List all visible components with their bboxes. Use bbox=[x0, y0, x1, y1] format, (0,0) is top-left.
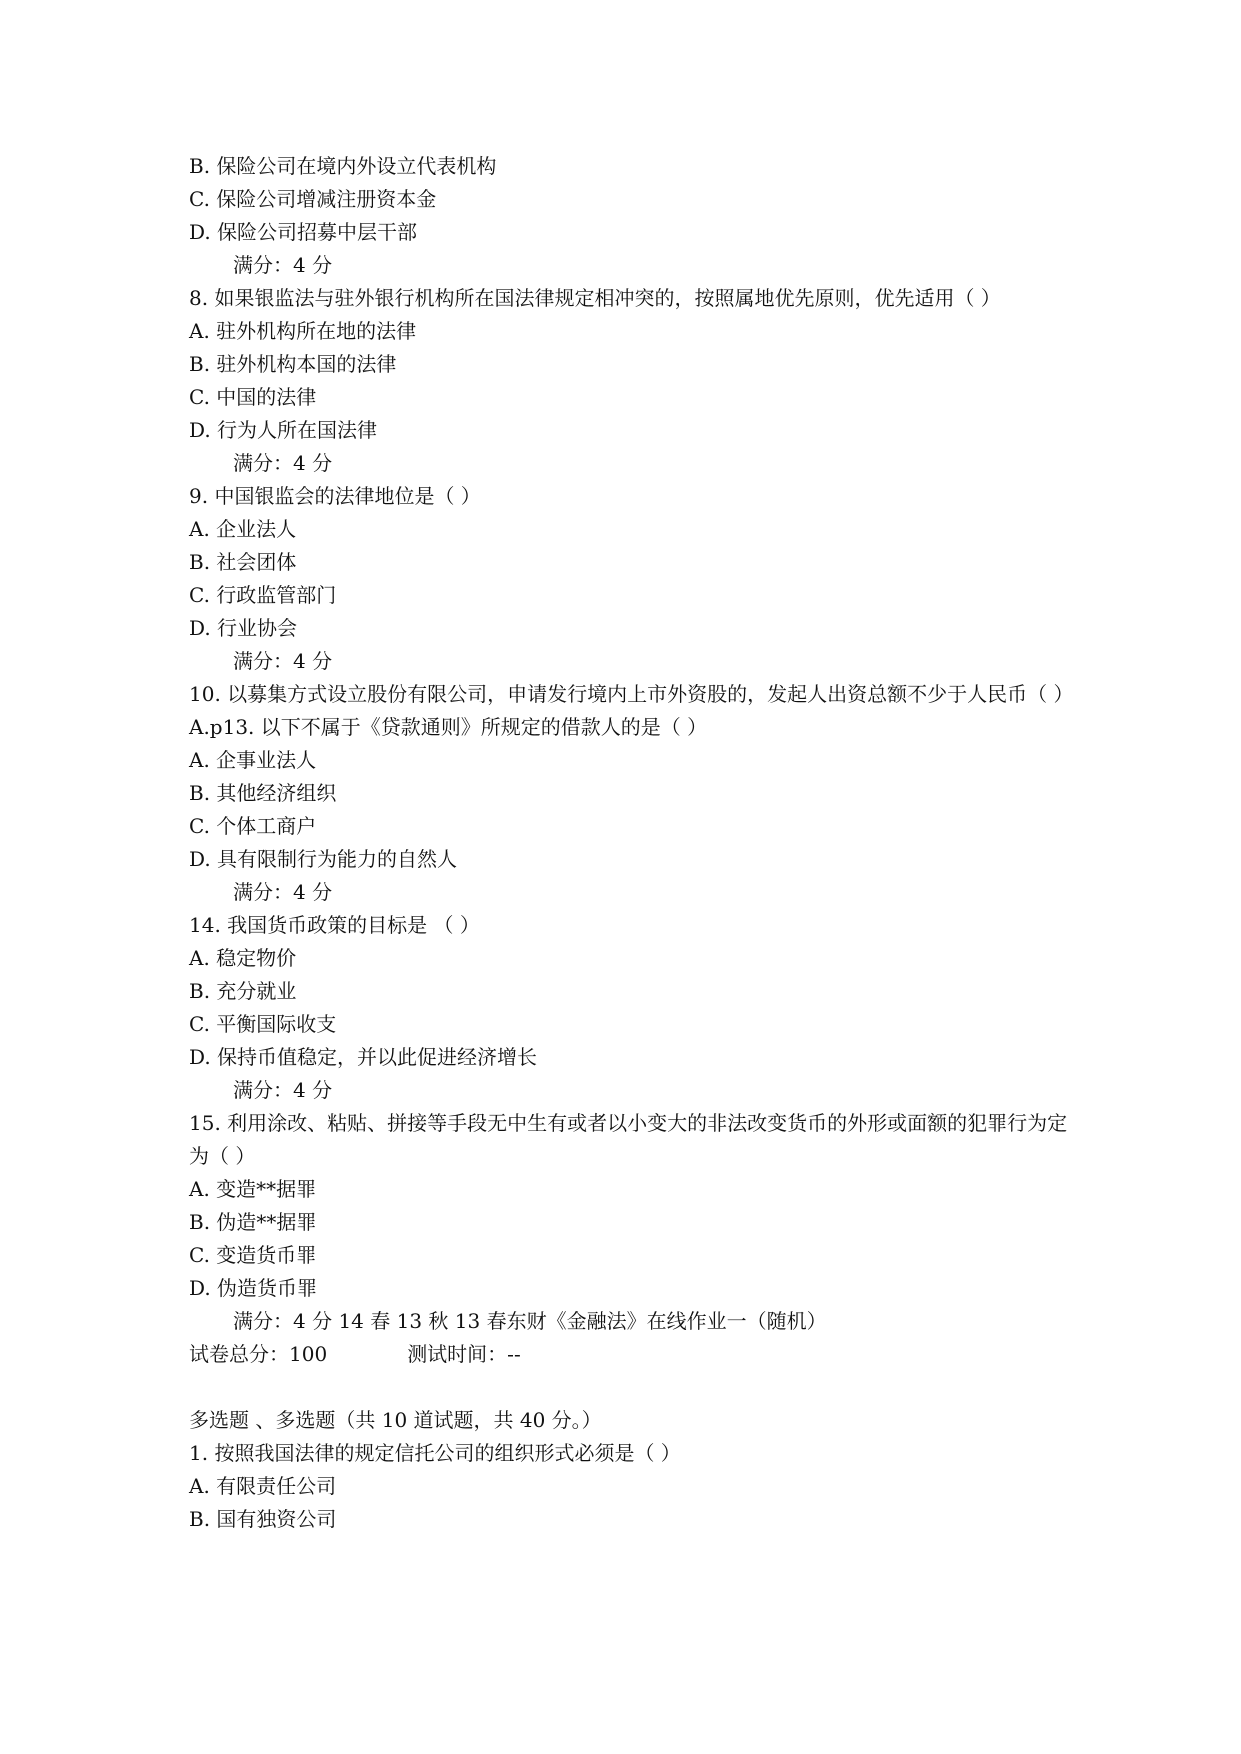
option-line: A. 有限责任公司 bbox=[189, 1474, 337, 1498]
option-line: B. 其他经济组织 bbox=[189, 781, 337, 805]
score-line: 满分：4 分 bbox=[233, 1078, 333, 1102]
option-line: A. 驻外机构所在地的法律 bbox=[189, 319, 417, 343]
option-line: B. 社会团体 bbox=[189, 550, 297, 574]
option-line: C. 中国的法律 bbox=[189, 385, 317, 409]
option-line: D. 伪造货币罪 bbox=[189, 1276, 318, 1300]
option-line: A. 稳定物价 bbox=[189, 946, 297, 970]
option-line: A. 企业法人 bbox=[189, 517, 297, 541]
question-line: 14. 我国货币政策的目标是 （ ） bbox=[189, 913, 480, 937]
option-line: B. 伪造**据罪 bbox=[189, 1210, 317, 1234]
option-line: B. 保险公司在境内外设立代表机构 bbox=[189, 154, 497, 178]
question-line: 1. 按照我国法律的规定信托公司的组织形式必须是（ ） bbox=[189, 1441, 681, 1465]
option-line: B. 国有独资公司 bbox=[189, 1507, 337, 1531]
exam-total-score: 试卷总分：100 bbox=[189, 1342, 328, 1366]
option-line: D. 行为人所在国法律 bbox=[189, 418, 378, 442]
option-line: B. 充分就业 bbox=[189, 979, 297, 1003]
question-line: 10. 以募集方式设立股份有限公司，申请发行境内上市外资股的，发起人出资总额不少于人民币（ ） bbox=[189, 682, 1074, 706]
document-content bbox=[189, 150, 1074, 1536]
score-line: 满分：4 分 bbox=[233, 880, 333, 904]
exam-info-line bbox=[189, 1338, 1069, 1371]
question-line: A.p13. 以下不属于《贷款通则》所规定的借款人的是（ ） bbox=[189, 715, 708, 739]
option-line: A. 变造**据罪 bbox=[189, 1177, 317, 1201]
question-line: 8. 如果银监法与驻外银行机构所在国法律规定相冲突的，按照属地优先原则，优先适用（ ） bbox=[189, 286, 1001, 310]
question-line: 15. 利用涂改、粘贴、拼接等手段无中生有或者以小变大的非法改变货币的外形或面额的犯罪行为定为（ ） bbox=[189, 1111, 1068, 1168]
option-line: C. 个体工商户 bbox=[189, 814, 317, 838]
blank-line bbox=[189, 1371, 1069, 1404]
option-line: D. 保持币值稳定，并以此促进经济增长 bbox=[189, 1045, 538, 1069]
exam-test-time: 测试时间：-- bbox=[407, 1342, 521, 1366]
option-line: C. 行政监管部门 bbox=[189, 583, 337, 607]
option-line: C. 保险公司增减注册资本金 bbox=[189, 187, 437, 211]
section-title: 多选题 、多选题（共 10 道试题，共 40 分。） bbox=[189, 1408, 602, 1432]
score-line: 满分：4 分 bbox=[233, 649, 333, 673]
score-line: 满分：4 分 bbox=[233, 253, 333, 277]
option-line: A. 企事业法人 bbox=[189, 748, 317, 772]
option-line: C. 平衡国际收支 bbox=[189, 1012, 337, 1036]
option-line: B. 驻外机构本国的法律 bbox=[189, 352, 397, 376]
question-line: 9. 中国银监会的法律地位是（ ） bbox=[189, 484, 481, 508]
option-line: C. 变造货币罪 bbox=[189, 1243, 317, 1267]
score-line: 满分：4 分 bbox=[233, 451, 333, 475]
score-line: 满分：4 分 14 春 13 秋 13 春东财《金融法》在线作业一（随机） bbox=[233, 1309, 827, 1333]
option-line: D. 保险公司招募中层干部 bbox=[189, 220, 418, 244]
option-line: D. 具有限制行为能力的自然人 bbox=[189, 847, 458, 871]
option-line: D. 行业协会 bbox=[189, 616, 298, 640]
